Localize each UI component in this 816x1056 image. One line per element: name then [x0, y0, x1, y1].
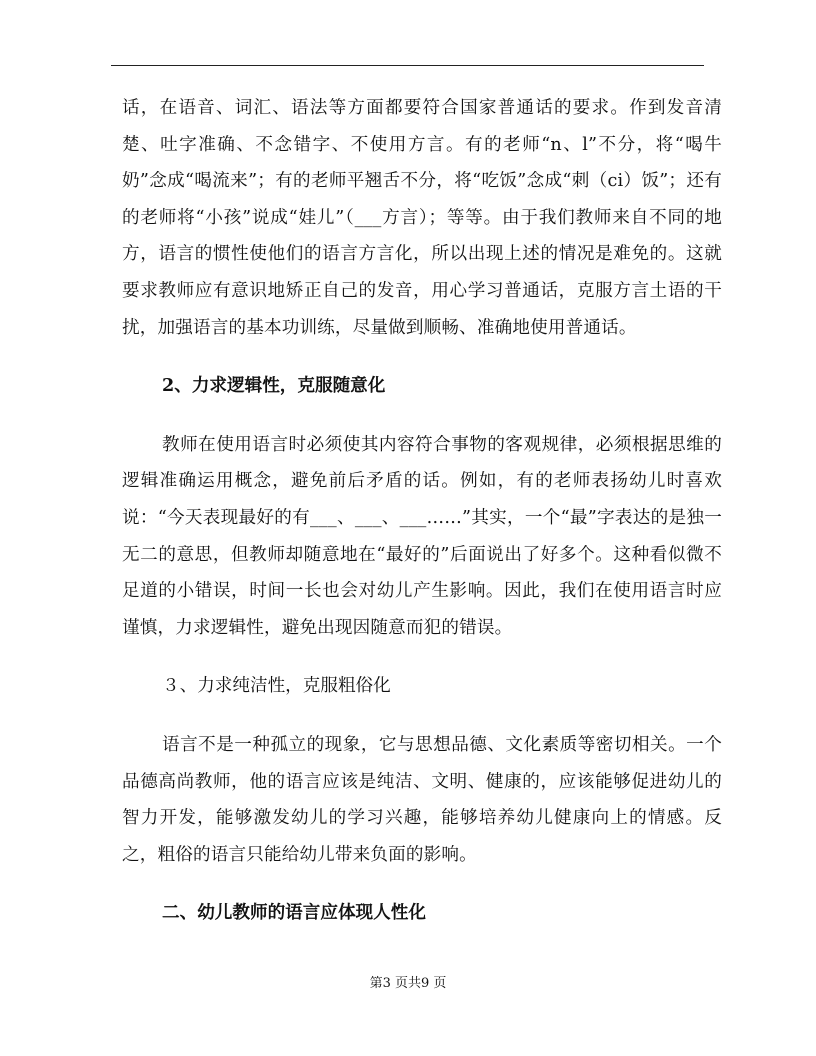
- heading-humanization: 二、幼儿教师的语言应体现人性化: [162, 902, 426, 924]
- heading-logic: 2、力求逻辑性，克服随意化: [162, 375, 386, 397]
- page-number-footer: 第3 页共9 页: [369, 976, 447, 991]
- document-body: [122, 90, 722, 954]
- paragraph-purity: 语言不是一种孤立的现象，它与思想品德、文化素质等密切相关。一个品德高尚教师，他的语言应该是纯洁、文明、健康的，应该能够促进幼儿的智力开发，能够激发幼儿的学习兴趣，能够培养幼儿健康向上的情感。反之，粗俗的语言只能给幼儿带来负面的影响。: [122, 734, 722, 865]
- heading-purity: ３、力求纯洁性，克服粗俗化: [162, 676, 391, 697]
- header-rule: [111, 65, 704, 66]
- paragraph-pronunciation: 话，在语音、词汇、语法等方面都要符合国家普通话的要求。作到发音清楚、吐字准确、不念错字、不使用方言。有的老师“n、l”不分，将“喝牛奶”念成“喝流来”；有的老师平翘舌不分，将“吃饭”念成“刺（ci）饭”；还有的老师将“小孩”说成“娃儿”（___方言）；等等。由于我们教师来自不同的地方，语言的惯性使他们的语言方言化，所以出现上述的情况是难免的。这就要求教师应有意识地矫正自己的发音，用心学习普通话，克服方言土语的干扰，加强语言的基本功训练，尽量做到顺畅、准确地使用普通话。: [122, 98, 722, 338]
- paragraph-logic: 教师在使用语言时必须使其内容符合事物的客观规律，必须根据思维的逻辑准确运用概念，避免前后矛盾的话。例如，有的老师表扬幼儿时喜欢说：“今天表现最好的有___、___、___……”其实，一个“最”字表达的是独一无二的意思，但教师却随意地在“最好的”后面说出了好多个。这种看似微不足道的小错误，时间一长也会对幼儿产生影响。因此，我们在使用语言时应谨慎，力求逻辑性，避免出现因随意而犯的错误。: [122, 434, 722, 638]
